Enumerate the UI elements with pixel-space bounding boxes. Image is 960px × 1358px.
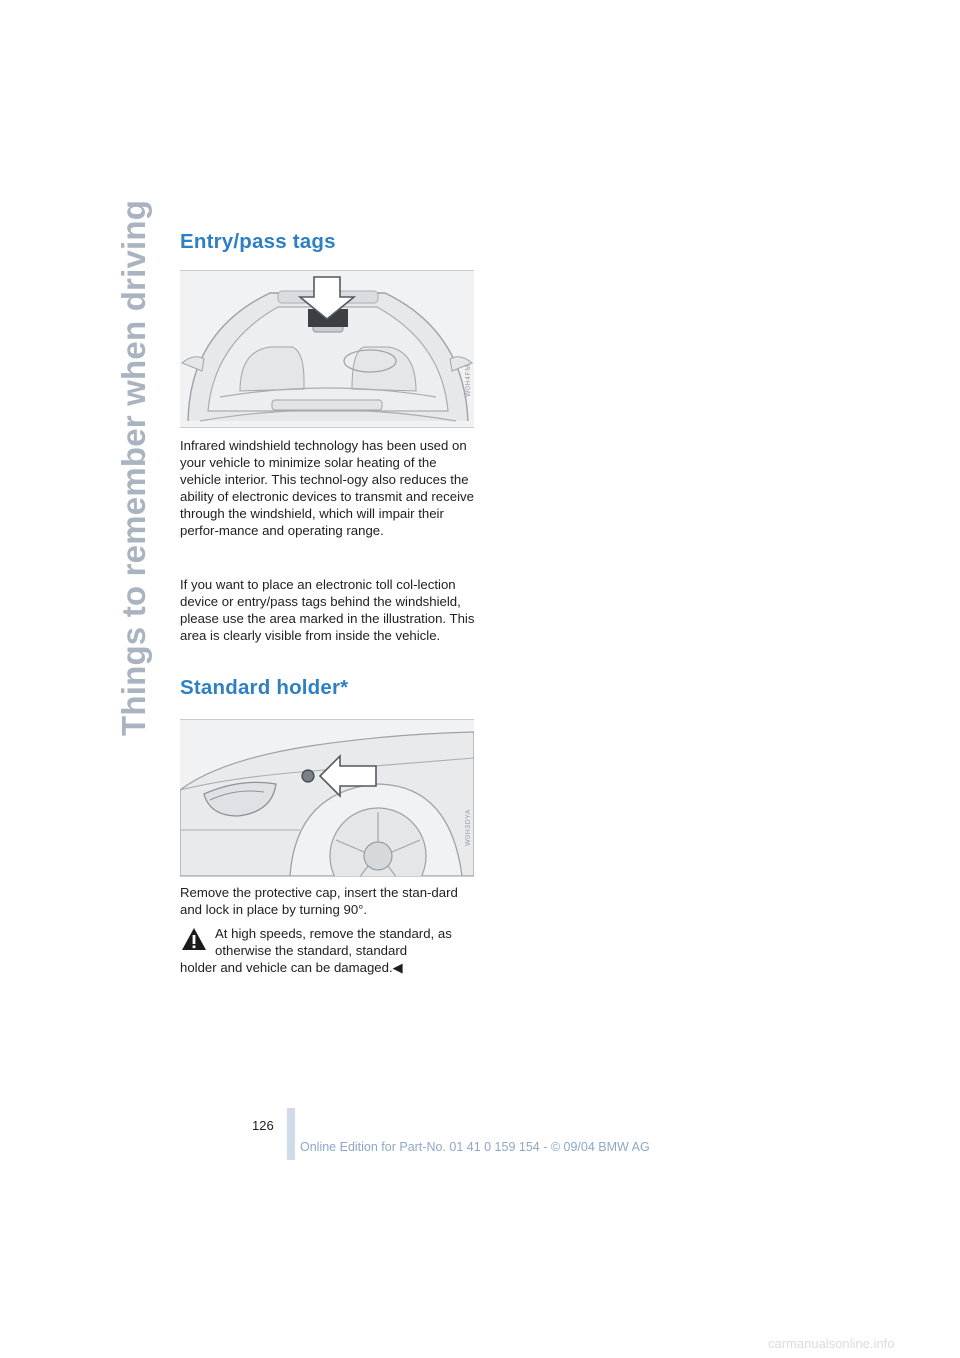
standard-holder-illustration [180, 719, 474, 877]
fender-drawing [180, 720, 474, 876]
warning-text-line2 [180, 959, 480, 976]
windshield-drawing [180, 271, 474, 427]
paragraph-infrared-windshield: Infrared windshield technology has been used on your vehicle to minimize solar heating of the vehicle interior. This technol-ogy also reduces the ability of electronic devices to transmit and receive through the windshield, which will impair their perfor-mance and operating range. [180, 438, 474, 539]
chapter-side-title-text: Things to remember when driving [115, 199, 152, 736]
paragraph-remove-cap: Remove the protective cap, insert the stan-dard and lock in place by turning 90°. [180, 885, 458, 918]
watermark: carmanualsonline.info [768, 1336, 895, 1351]
end-mark-icon: ◀ [392, 960, 403, 975]
heading-entry-pass-tags: Entry/pass tags [180, 230, 336, 253]
footer-edition: Online Edition for Part-No. 01 41 0 159 154 - © 09/04 BMW AG [300, 1140, 650, 1154]
page-number: 126 [252, 1118, 274, 1133]
paragraph-toll-device: If you want to place an electronic toll col-lection device or entry/pass tags behind the windshield, please use the area marked in the illustration. This area is clearly visible from inside the vehicle. [180, 577, 475, 644]
chapter-side-title [113, 199, 153, 738]
warning-text-line1: At high speeds, remove the standard, as otherwise the standard, standard [215, 926, 452, 959]
warning-text-end: holder and vehicle can be damaged. [180, 960, 393, 975]
warning-triangle-icon [181, 927, 207, 951]
heading-standard-holder: Standard holder* [180, 676, 349, 699]
windshield-illustration [180, 270, 474, 428]
figure-code-2: W0H3DYA [465, 809, 472, 846]
footer-bar [287, 1108, 295, 1160]
figure-code-1: W0H4FM. [465, 362, 472, 397]
